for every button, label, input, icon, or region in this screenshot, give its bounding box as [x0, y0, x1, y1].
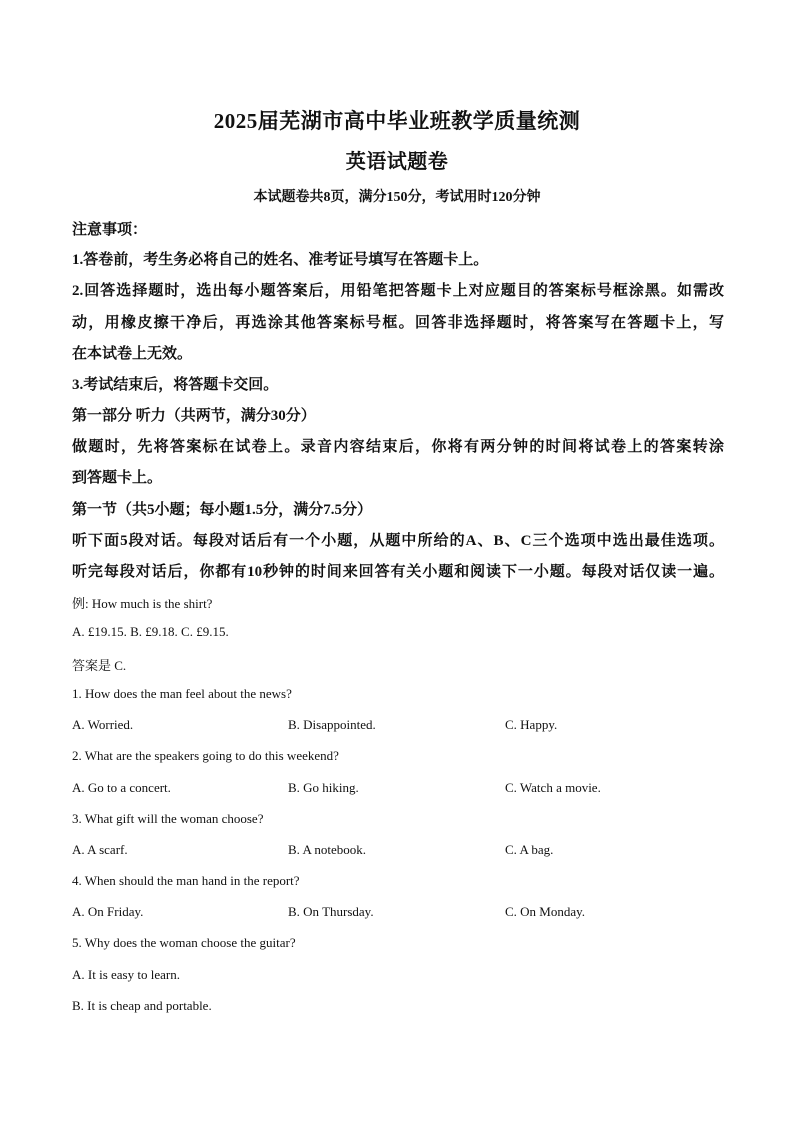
question-4: 4. When should the man hand in the report? — [72, 873, 300, 888]
question-1-option-b: B. Disappointed. — [288, 717, 376, 732]
example-options: A. £19.15. B. £9.18. C. £9.15. — [72, 624, 229, 639]
question-2-option-a: A. Go to a concert. — [72, 780, 171, 795]
question-1-option-c: C. Happy. — [505, 717, 558, 732]
question-4-option-c: C. On Monday. — [505, 904, 586, 919]
question-2: 2. What are the speakers going to do this weekend? — [72, 748, 339, 763]
section1-heading: 第一节（共5小题；每小题1.5分，满分7.5分） — [72, 502, 373, 518]
exam-subject: 英语试题卷 — [345, 151, 449, 173]
notice-item-2-line-1: 2.回答选择题时，选出每小题答案后，用铅笔把答题卡上对应题目的答案标号框涂黑。如需改 — [72, 283, 724, 299]
exam-info: 本试题卷共8页，满分150分，考试用时120分钟 — [253, 190, 541, 205]
part1-instruction-line-2: 到答题卡上。 — [72, 470, 163, 486]
question-2-option-b: B. Go hiking. — [288, 780, 359, 795]
notice-item-1: 1.答卷前，考生务必将自己的姓名、准考证号填写在答题卡上。 — [72, 252, 489, 268]
question-5-option-a: A. It is easy to learn. — [72, 967, 180, 982]
question-4-option-a: A. On Friday. — [72, 904, 144, 919]
question-4-option-b: B. On Thursday. — [288, 904, 374, 919]
question-2-option-c: C. Watch a movie. — [505, 780, 601, 795]
part1-heading: 第一部分 听力（共两节，满分30分） — [72, 408, 316, 424]
question-3: 3. What gift will the woman choose? — [72, 811, 264, 826]
section1-instruction-line-1: 听下面5段对话。每段对话后有一个小题，从题中所给的A、B、C三个选项中选出最佳选项。 — [72, 533, 724, 549]
notice-heading: 注意事项： — [72, 222, 148, 238]
notice-item-2-line-3: 在本试卷上无效。 — [72, 346, 193, 362]
exam-title: 2025届芜湖市高中毕业班教学质量统测 — [213, 109, 581, 133]
question-5: 5. Why does the woman choose the guitar? — [72, 935, 296, 950]
question-1-option-a: A. Worried. — [72, 717, 134, 732]
part1-instruction-line-1: 做题时，先将答案标在试卷上。录音内容结束后，你将有两分钟的时间将试卷上的答案转涂 — [72, 439, 724, 455]
question-3-option-c: C. A bag. — [505, 842, 554, 857]
question-3-option-b: B. A notebook. — [288, 842, 367, 857]
example-question: 例: How much is the shirt? — [72, 596, 213, 611]
notice-item-2-line-2: 动，用橡皮擦干净后，再选涂其他答案标号框。回答非选择题时，将答案写在答题卡上，写 — [72, 315, 724, 331]
notice-item-3: 3.考试结束后，将答题卡交回。 — [72, 377, 279, 393]
question-3-option-a: A. A scarf. — [72, 842, 128, 857]
question-5-option-b: B. It is cheap and portable. — [72, 998, 212, 1013]
example-answer: 答案是 C. — [72, 658, 127, 673]
section1-instruction-line-2: 听完每段对话后，你都有10秒钟的时间来回答有关小题和阅读下一小题。每段对话仅读一遍。 — [72, 564, 724, 580]
question-1: 1. How does the man feel about the news? — [72, 686, 292, 701]
